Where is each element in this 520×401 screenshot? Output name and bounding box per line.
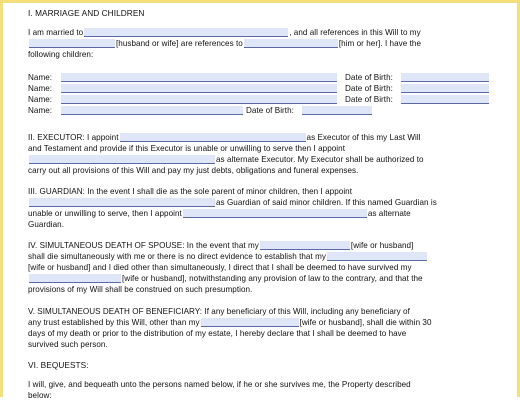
- executor-line-4: carry out all provisions of this Will and pay my just debts, obligations and funeral expenses.: [28, 166, 359, 175]
- child-row: Name:: [28, 95, 338, 105]
- guardian-line-4: Guardian.: [28, 220, 64, 229]
- child-name-field[interactable]: [61, 73, 337, 82]
- survived-spouse-field[interactable]: [29, 274, 121, 283]
- alternate-executor-field[interactable]: [29, 155, 215, 164]
- beneficiary-line-2: any trust established by this Will, other than my [wife or husband], shall die within 30: [28, 318, 432, 327]
- executor-line-3: as alternate Executor. My Executor shall be authorized to: [28, 155, 424, 165]
- section-marriage-heading: I. MARRIAGE AND CHILDREN: [28, 8, 145, 18]
- bequests-line-1: I will, give, and bequeath unto the persons named below, if he or she survives me, the Property described: [28, 380, 411, 389]
- child-name-field[interactable]: [61, 95, 337, 104]
- beneficiary-line-1: V. SIMULTANEOUS DEATH OF BENEFICIARY: If any beneficiary of this Will, including any beneficiary of: [28, 307, 410, 316]
- child-dob-label: Date of Birth:: [246, 106, 294, 115]
- child-dob-field[interactable]: [401, 84, 489, 93]
- spouse-reference-field[interactable]: [244, 39, 338, 48]
- guardian-line-1: III. GUARDIAN: In the event I shall die as the sole parent of minor children, then I appoint: [28, 187, 353, 196]
- beneficiary-line-3: days of my death or prior to the distribution of my estate, I hereby declare that I shall be deemed to have: [28, 329, 407, 338]
- bequests-line-2: below:: [28, 391, 52, 400]
- spouse-name-field[interactable]: [84, 28, 288, 37]
- child-dob-label: Date of Birth:: [345, 84, 393, 93]
- child-dob-field[interactable]: [302, 106, 372, 115]
- child-row: Name:: [28, 106, 244, 116]
- child-row: Name:: [28, 84, 338, 94]
- guardian-line-2: as Guardian of said minor children. If this named Guardian is: [28, 198, 437, 208]
- guardian-line-3: unable or unwilling to serve, then I appoint as alternate: [28, 209, 411, 218]
- alternate-guardian-field[interactable]: [183, 209, 367, 218]
- spouse-line-2: shall die simultaneously with me or there is no direct evidence to establish that my: [28, 252, 428, 262]
- child-dob-field[interactable]: [401, 73, 489, 82]
- will-document: [28, 0, 498, 400]
- executor-line-2: and Testament and provide if this Executor is unable or unwilling to serve then I appoint: [28, 144, 345, 153]
- spouse-line-4: [wife or husband], notwithstanding any provision of law to the contrary, and that the: [28, 274, 423, 284]
- spouse-line-3: [wife or husband] and I died other than simultaneously, I direct that I shall be deemed to have survived my: [28, 263, 412, 272]
- husband-or-wife-field[interactable]: [29, 39, 115, 48]
- executor-line-1: II. EXECUTOR: I appoint as Executor of this my Last Will: [28, 133, 421, 142]
- guardian-name-field[interactable]: [29, 198, 215, 207]
- beneficiary-spouse-field[interactable]: [201, 318, 299, 327]
- child-name-field[interactable]: [61, 106, 243, 115]
- child-dob-field[interactable]: [401, 95, 489, 104]
- spouse-line-1: IV. SIMULTANEOUS DEATH OF SPOUSE: In the event that my [wife or husband]: [28, 241, 414, 250]
- beneficiary-line-4: survived such person.: [28, 340, 108, 349]
- child-dob-label: Date of Birth:: [345, 95, 393, 104]
- spouse-line-5: provisions of my Will shall be construed on such presumption.: [28, 285, 253, 294]
- references-line: [husband or wife] are references to [him or her]. I have the: [28, 39, 421, 49]
- child-name-field[interactable]: [61, 84, 337, 93]
- child-row: Name:: [28, 73, 338, 83]
- child-dob-label: Date of Birth:: [345, 73, 393, 82]
- spouse-wife-husband-field[interactable]: [260, 241, 350, 250]
- children-intro: following children:: [28, 50, 94, 59]
- married-line: I am married to , and all references in this Will to my: [28, 28, 421, 37]
- executor-name-field[interactable]: [120, 133, 306, 142]
- spouse-evidence-field[interactable]: [327, 252, 427, 261]
- section-bequests-heading: VI. BEQUESTS:: [28, 360, 89, 370]
